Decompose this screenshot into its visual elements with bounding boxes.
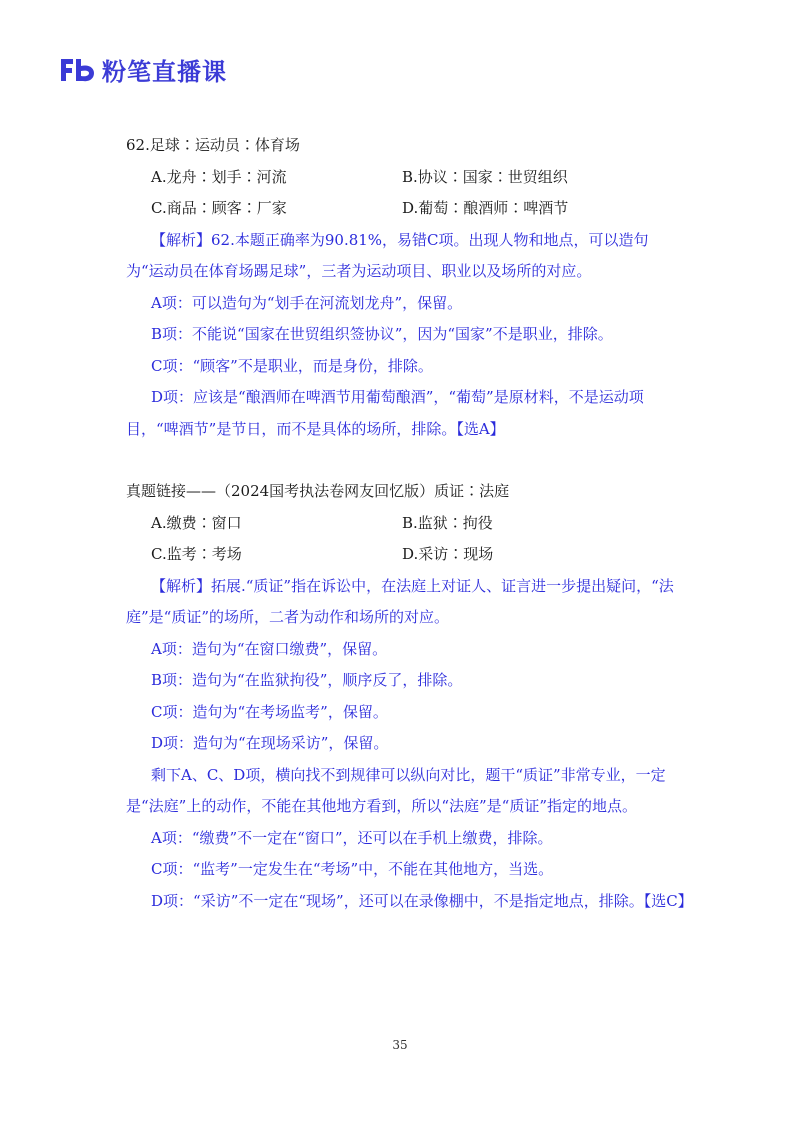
page-content bbox=[126, 130, 693, 917]
brand-text: 粉笔直播课 bbox=[102, 58, 227, 86]
link-option-d: D.采访∶现场 bbox=[402, 545, 494, 563]
link-analysis-d: D项：造句为“在现场采访”，保留。 bbox=[151, 734, 389, 752]
question-62-analysis: 【解析】62.本题正确率为90.81%，易错C项。出现人物和地点，可以造句为“运动员在体育场踢足球”，三者为运动项目、职业以及场所的对应。 bbox=[126, 230, 649, 280]
link-option-b: B.监狱∶拘役 bbox=[402, 513, 493, 532]
link-options-row-1 bbox=[126, 508, 686, 540]
link-analysis-d2: D项：“采访”不一定在“现场”，还可以在录像棚中，不是指定地点，排除。【选C】 bbox=[151, 891, 693, 910]
option-d: D.葡萄∶酿酒师∶啤酒节 bbox=[402, 199, 569, 217]
analysis-a: A项：可以造句为“划手在河流划龙舟”，保留。 bbox=[151, 293, 463, 312]
link-analysis-a: A项：造句为“在窗口缴费”，保留。 bbox=[151, 639, 388, 658]
link-analysis-c: C项：造句为“在考场监考”，保留。 bbox=[151, 702, 388, 721]
fb-logo-icon bbox=[58, 57, 96, 83]
page-number: 35 bbox=[392, 1038, 408, 1052]
analysis-c: C项：“顾客”不是职业，而是身份，排除。 bbox=[151, 356, 433, 375]
link-option-a: A.缴费∶窗口 bbox=[151, 513, 242, 532]
option-a: A.龙舟∶划手∶河流 bbox=[151, 167, 287, 186]
brand-logo bbox=[58, 52, 227, 87]
link-option-c: C.监考∶考场 bbox=[151, 545, 242, 563]
link-analysis-a2: A项：“缴费”不一定在“窗口”，还可以在手机上缴费，排除。 bbox=[151, 828, 553, 847]
link-options-row-2 bbox=[126, 539, 686, 571]
link-analysis-c2: C项：“监考”一定发生在“考场”中，不能在其他地方，当选。 bbox=[151, 860, 554, 878]
option-c: C.商品∶顾客∶厂家 bbox=[151, 199, 287, 217]
link-analysis-b: B项：造句为“在监狱拘役”，顺序反了，排除。 bbox=[151, 671, 463, 689]
link-analysis: 【解析】拓展.“质证”指在诉讼中，在法庭上对证人、证言进一步提出疑问，“法庭”是“质证”的场所，二者为动作和场所的对应。 bbox=[126, 576, 674, 626]
analysis-d: D项：应该是“酿酒师在啤酒节用葡萄酿酒”，“葡萄”是原材料，不是运动项目，“啤酒节”是节日，而不是具体的场所，排除。【选A】 bbox=[126, 388, 644, 438]
question-62-options-row-2 bbox=[126, 193, 686, 225]
analysis-b: B项：不能说“国家在世贸组织签协议”，因为“国家”不是职业，排除。 bbox=[151, 325, 613, 343]
question-62-options-row-1 bbox=[126, 162, 686, 194]
question-62-stem: 62.足球∶运动员∶体育场 bbox=[126, 136, 300, 154]
link-question-stem: 真题链接——（2024国考执法卷网友回忆版）质证∶法庭 bbox=[126, 482, 510, 500]
link-analysis-rest: 剩下A、C、D项，横向找不到规律可以纵向对比，题干“质证”非常专业，一定是“法庭”上的动作，不能在其他地方看到，所以“法庭”是“质证”指定的地点。 bbox=[126, 765, 666, 815]
option-b: B.协议∶国家∶世贸组织 bbox=[402, 167, 568, 186]
